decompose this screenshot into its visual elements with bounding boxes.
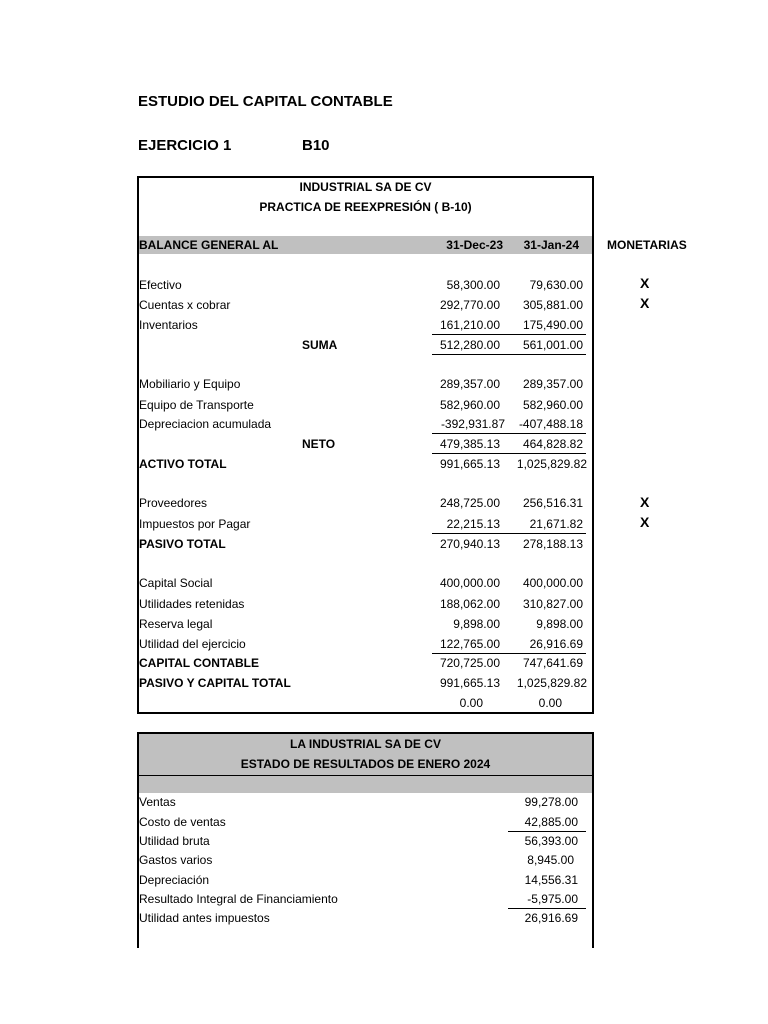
balance-subtitle: PRACTICA DE REEXPRESIÓN ( B-10) — [259, 200, 472, 214]
income-row-value: 42,885.00 — [524, 815, 578, 829]
balance-row-value-jan24: 175,490.00 — [522, 318, 583, 332]
balance-row-value-jan24: 79,630.00 — [529, 278, 583, 292]
monetary-mark: X — [640, 275, 650, 291]
balance-row-label: Cuentas x cobrar — [139, 298, 231, 312]
balance-row-value-dec23: 720,725.00 — [439, 656, 500, 670]
underline — [432, 354, 586, 355]
balance-row-value-dec23: 991,665.13 — [439, 457, 500, 471]
income-row-value: 26,916.69 — [524, 911, 578, 925]
balance-row-label: Utilidad del ejercicio — [139, 637, 246, 651]
balance-row-value-dec23: 512,280.00 — [439, 338, 500, 352]
income-row-label: Utilidad bruta — [139, 834, 210, 848]
income-row-value: 14,556.31 — [524, 873, 578, 887]
document-title: ESTUDIO DEL CAPITAL CONTABLE — [138, 93, 393, 110]
balance-row-label: Inventarios — [139, 318, 198, 332]
balance-row-value-jan24: 9,898.00 — [536, 617, 583, 631]
income-row-label: Costo de ventas — [139, 815, 226, 829]
balance-row-value-dec23: 289,357.00 — [439, 377, 500, 391]
balance-row-label: Mobiliario y Equipo — [139, 377, 241, 391]
balance-row-value-dec23: 479,385.13 — [439, 437, 500, 451]
balance-row-label: Proveedores — [139, 496, 208, 510]
balance-row-value-dec23: 400,000.00 — [439, 576, 500, 590]
balance-row-label: Impuestos por Pagar — [139, 517, 251, 531]
balance-row-value-jan24: 21,671.82 — [529, 517, 583, 531]
balance-row-value-dec23: 248,725.00 — [439, 496, 500, 510]
balance-row-label: PASIVO Y CAPITAL TOTAL — [139, 676, 291, 690]
balance-row-value-jan24: 1,025,829.82 — [516, 676, 587, 690]
balance-row-value-jan24: 400,000.00 — [522, 576, 583, 590]
balance-row-label: PASIVO TOTAL — [139, 537, 226, 551]
balance-row-value-dec23: 122,765.00 — [439, 637, 500, 651]
balance-row-label: CAPITAL CONTABLE — [139, 656, 259, 670]
monetary-mark: X — [640, 514, 650, 530]
income-row-label: Gastos varios — [139, 853, 213, 867]
balance-row-value-dec23: 22,215.13 — [446, 517, 500, 531]
balance-row-value-jan24: 464,828.82 — [522, 437, 583, 451]
balance-row-label: SUMA — [302, 338, 338, 352]
income-subtitle: ESTADO DE RESULTADOS DE ENERO 2024 — [240, 757, 491, 771]
underline — [432, 653, 586, 654]
balance-row-value-jan24: -407,488.18 — [518, 417, 583, 431]
balance-row-value-jan24: 256,516.31 — [522, 496, 583, 510]
balance-company: INDUSTRIAL SA DE CV — [299, 180, 432, 194]
balance-row-value-jan24: 582,960.00 — [522, 398, 583, 412]
balance-row-value-dec23: 9,898.00 — [453, 617, 500, 631]
income-row-label: Resultado Integral de Financiamiento — [139, 892, 338, 906]
balance-row-label: NETO — [302, 437, 336, 451]
balance-row-value-dec23: 270,940.13 — [439, 537, 500, 551]
balance-row-label: Capital Social — [139, 576, 213, 590]
balance-row-label: Depreciacion acumulada — [139, 417, 272, 431]
exercise-code: B10 — [302, 137, 330, 154]
balance-row-value-dec23: 188,062.00 — [439, 597, 500, 611]
balance-header-label: BALANCE GENERAL AL — [139, 238, 279, 252]
balance-row-label: Equipo de Transporte — [139, 398, 254, 412]
monetary-mark: X — [640, 494, 650, 510]
balance-check-dec23: 0.00 — [459, 696, 483, 710]
income-row-value: -5,975.00 — [527, 892, 578, 906]
balance-row-value-jan24: 310,827.00 — [522, 597, 583, 611]
balance-row-value-jan24: 305,881.00 — [522, 298, 583, 312]
balance-header-col2: 31-Jan-24 — [523, 238, 579, 252]
balance-row-value-dec23: -392,931.87 — [440, 417, 505, 431]
balance-row-label: Efectivo — [139, 278, 182, 292]
balance-row-value-dec23: 582,960.00 — [439, 398, 500, 412]
balance-row-value-jan24: 747,641.69 — [522, 656, 583, 670]
income-row-value: 56,393.00 — [524, 834, 578, 848]
income-row-label: Ventas — [139, 795, 176, 809]
income-row-value: 8,945.00 — [527, 853, 574, 867]
balance-header-col1: 31-Dec-23 — [446, 238, 503, 252]
underline — [432, 453, 586, 454]
income-company: LA INDUSTRIAL SA DE CV — [290, 737, 441, 751]
balance-header-monetarias: MONETARIAS — [607, 238, 687, 252]
underline — [432, 334, 586, 335]
balance-row-value-jan24: 26,916.69 — [529, 637, 583, 651]
underline — [432, 533, 586, 534]
monetary-mark: X — [640, 295, 650, 311]
balance-row-value-jan24: 289,357.00 — [522, 377, 583, 391]
balance-row-value-dec23: 161,210.00 — [439, 318, 500, 332]
balance-row-value-dec23: 292,770.00 — [439, 298, 500, 312]
balance-row-label: Utilidades retenidas — [139, 597, 245, 611]
income-right-border — [592, 776, 594, 948]
income-row-label: Depreciación — [139, 873, 210, 887]
income-subheader-band — [139, 776, 592, 793]
balance-row-value-jan24: 1,025,829.82 — [516, 457, 587, 471]
exercise-label: EJERCICIO 1 — [138, 137, 232, 154]
balance-row-value-dec23: 58,300.00 — [446, 278, 500, 292]
income-row-value: 99,278.00 — [524, 795, 578, 809]
balance-row-value-jan24: 561,001.00 — [522, 338, 583, 352]
balance-row-value-dec23: 991,665.13 — [439, 676, 500, 690]
underline — [508, 908, 586, 909]
balance-row-label: ACTIVO TOTAL — [139, 457, 227, 471]
income-row-label: Utilidad antes impuestos — [139, 911, 270, 925]
balance-check-jan24: 0.00 — [538, 696, 562, 710]
balance-row-value-jan24: 278,188.13 — [522, 537, 583, 551]
balance-row-label: Reserva legal — [139, 617, 213, 631]
underline — [508, 831, 586, 832]
underline — [432, 433, 586, 434]
